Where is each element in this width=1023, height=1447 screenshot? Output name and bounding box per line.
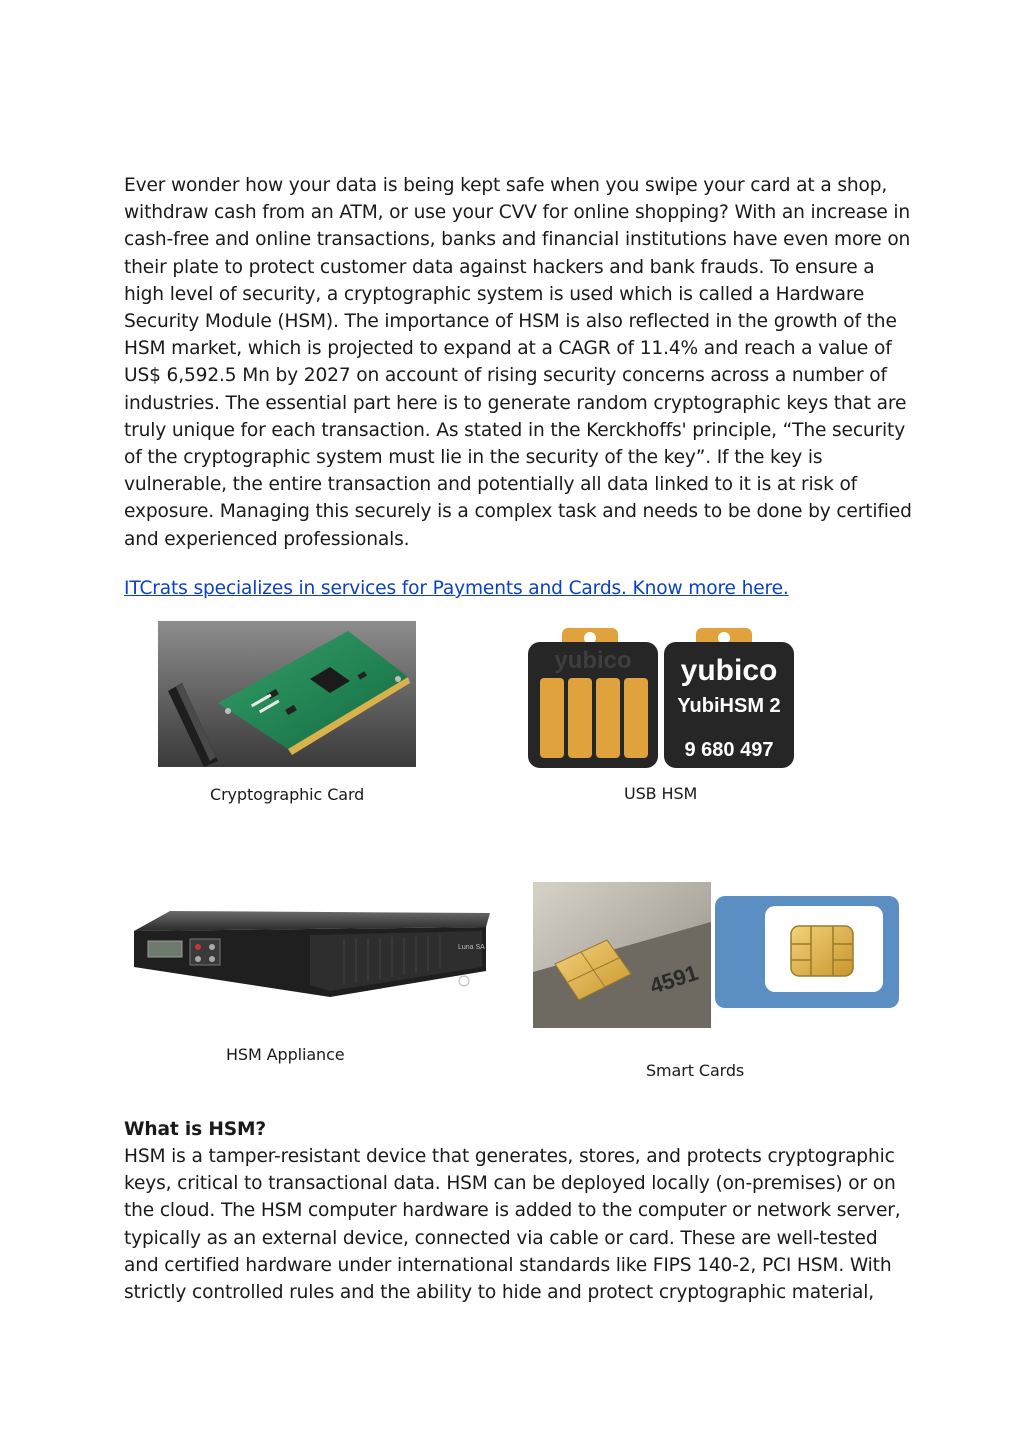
hsm-appliance-image: [130, 905, 492, 1005]
svg-text:4591: 4591: [646, 959, 702, 999]
section-heading: What is HSM?: [124, 1119, 267, 1140]
smart-cards-caption: Smart Cards: [646, 1061, 745, 1080]
usb-hsm-caption: USB HSM: [624, 784, 698, 803]
smart-cards-image: [533, 882, 901, 1028]
itcrats-link[interactable]: ITCrats specializes in services for Payments and Cards. Know more here.: [124, 578, 789, 599]
hsm-appliance-caption: HSM Appliance: [226, 1045, 345, 1064]
cryptographic-card-image: [158, 621, 416, 767]
intro-paragraph: Ever wonder how your data is being kept safe when you swipe your card at a shop, withdraw cash from an ATM, or use your CVV for online shopping? With an increase in cash-free and online transactions, banks and financial institutions have even more on their plate to protect customer data against hackers and bank frauds. To ensure a high level of security, a cryptographic system is used which is called a Hardware Security Module (HSM). The importance of HSM is also reflected in the growth of the HSM market, which is projected to expand at a CAGR of 11.4% and reach a value of US$ 6,592.5 Mn by 2027 on account of rising security concerns across a number of industries. The essential part here is to generate random cryptographic keys that are truly unique for each transaction. As stated in the Kerckhoffs' principle, “The security of the cryptographic system must lie in the security of the key”. If the key is vulnerable, the entire transaction and potentially all data linked to it is at risk of exposure. Managing this securely is a complex task and needs to be done by certified and experienced professionals.: [124, 175, 912, 550]
usb-model: YubiHSM 2: [677, 695, 781, 717]
usb-brand: yubico: [680, 654, 778, 687]
cryptographic-card-caption: Cryptographic Card: [210, 785, 365, 804]
usb-hsm-image: [526, 628, 796, 770]
appliance-label: Luna SA: [458, 944, 485, 951]
usb-serial: 9 680 497: [684, 739, 774, 761]
section-paragraph: HSM is a tamper-resistant device that generates, stores, and protects cryptographic keys, critical to transactional data. HSM can be deployed locally (on-premises) or on the cloud. The HSM computer hardware is added to the computer or network server, typically as an external device, connected via cable or card. These are well-tested and certified hardware under international standards like FIPS 140-2, PCI HSM. With strictly controlled rules and the ability to hide and protect cryptographic material,: [124, 1146, 901, 1304]
usb-brand-small: yubico: [554, 647, 632, 674]
